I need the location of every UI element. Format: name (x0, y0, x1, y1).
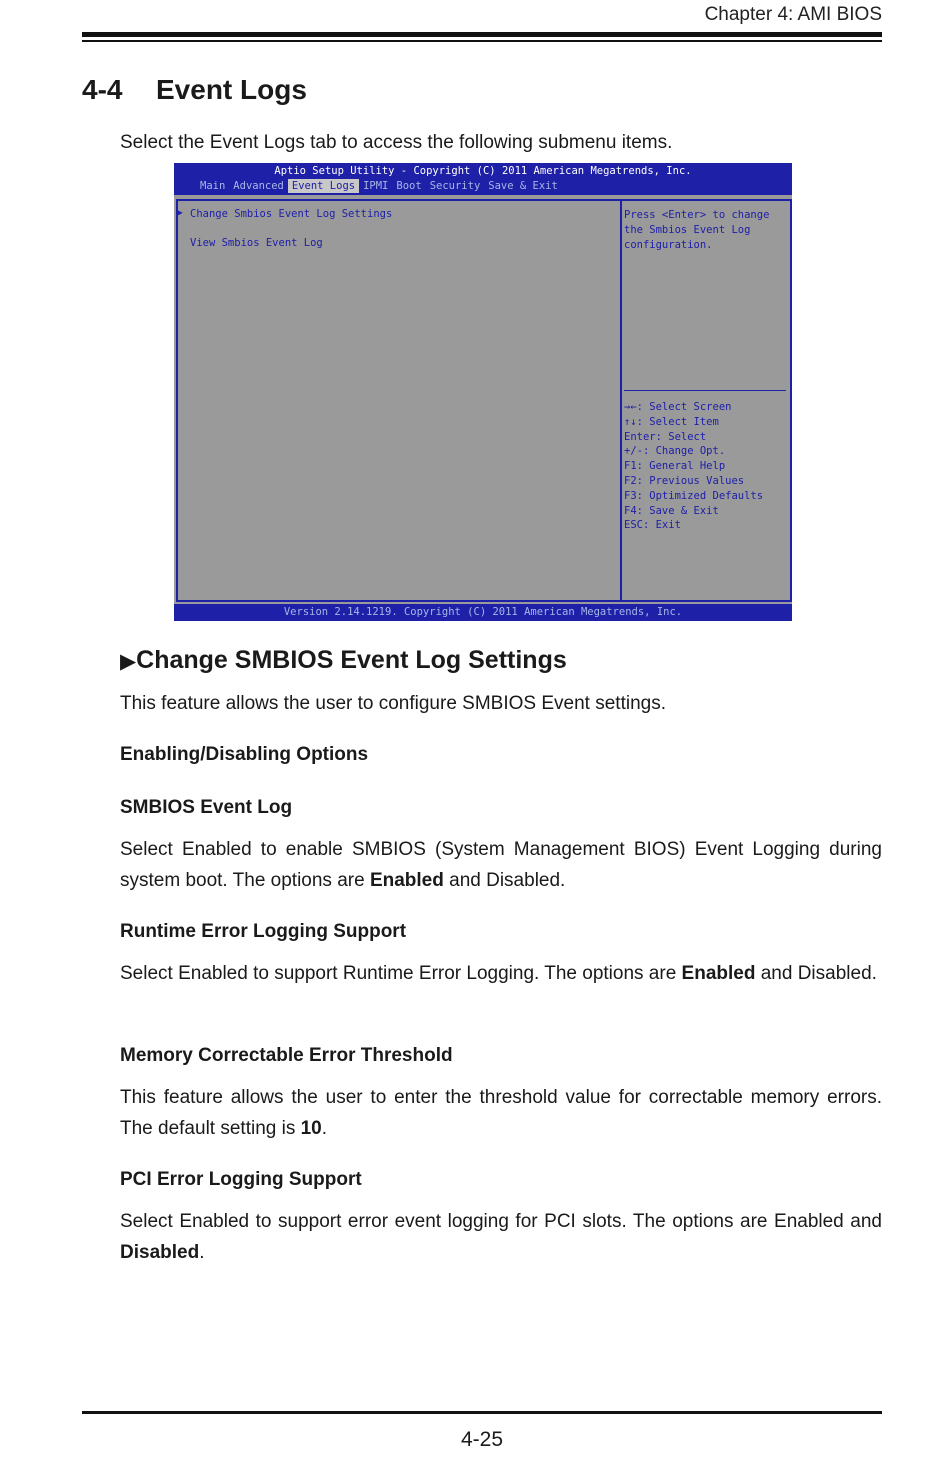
subsection-description: This feature allows the user to configure SMBIOS Event settings. (120, 693, 666, 714)
footer-rule (82, 1411, 882, 1414)
key-line: F4: Save & Exit (624, 504, 719, 517)
bios-key-legend (624, 400, 763, 533)
memory-description (120, 1082, 882, 1144)
section-number: 4-4 (82, 74, 123, 105)
options-heading: Enabling/Disabling Options (120, 744, 369, 765)
runtime-heading: Runtime Error Logging Support (120, 921, 407, 942)
header-rule-thick (82, 32, 882, 37)
help-line: Press <Enter> to change (624, 209, 770, 221)
pci-heading: PCI Error Logging Support (120, 1169, 362, 1190)
key-line: F1: General Help (624, 460, 726, 473)
subsection-heading (120, 646, 567, 675)
key-line: ↑↓: Select Item (624, 415, 719, 428)
header-rule-thin (82, 40, 882, 42)
bios-title-bar (174, 163, 792, 195)
memory-heading: Memory Correctable Error Threshold (120, 1045, 453, 1066)
key-line: F3: Optimized Defaults (624, 489, 764, 502)
key-line: +/-: Change Opt. (624, 445, 726, 458)
bios-menu-item-change-settings[interactable]: Change Smbios Event Log Settings (190, 208, 393, 220)
bios-tab-save-exit[interactable]: Save & Exit (488, 180, 558, 192)
bios-tab-security[interactable]: Security (429, 180, 481, 192)
bios-tab-bar (196, 179, 562, 193)
pci-text: Select Enabled to support error event logging for PCI slots. The options are Enabled and (120, 1211, 882, 1232)
chapter-header: Chapter 4: AMI BIOS (704, 4, 882, 25)
smbios-heading: SMBIOS Event Log (120, 797, 293, 818)
bios-help-separator (624, 390, 786, 391)
bios-tab-main[interactable]: Main (200, 180, 226, 192)
bios-divider (620, 199, 622, 602)
page-number: 4-25 (460, 1428, 504, 1451)
bios-menu-marker: ▶ (178, 208, 183, 217)
bios-menu-item-view-log[interactable]: View Smbios Event Log (190, 237, 323, 249)
help-line: configuration. (624, 239, 713, 251)
section-title: Event Logs (156, 74, 307, 105)
section-intro: Select the Event Logs tab to access the following submenu items. (120, 132, 673, 153)
pci-default: Disabled (120, 1242, 200, 1263)
bios-tab-ipmi[interactable]: IPMI (363, 180, 389, 192)
runtime-default: Enabled (681, 963, 756, 984)
memory-text-end: . (321, 1118, 328, 1139)
triangle-arrow-icon: ▶ (120, 650, 137, 673)
memory-default: 10 (300, 1118, 322, 1139)
pci-text-end: . (199, 1242, 205, 1263)
key-line: ESC: Exit (624, 519, 681, 532)
bios-help-text (624, 208, 769, 253)
smbios-text-end: and Disabled. (443, 870, 566, 891)
bios-footer-bar (174, 604, 792, 621)
smbios-description (120, 834, 882, 896)
bios-screenshot (174, 163, 792, 621)
key-line: Enter: Select (624, 430, 707, 443)
bios-tab-advanced[interactable]: Advanced (233, 180, 284, 192)
subsection-title: Change SMBIOS Event Log Settings (136, 646, 567, 674)
help-line: the Smbios Event Log (624, 224, 751, 236)
memory-text: This feature allows the user to enter the threshold value for correctable memory errors. The default setting is (120, 1087, 882, 1139)
bios-tab-boot[interactable]: Boot (396, 180, 422, 192)
runtime-description (120, 958, 882, 989)
runtime-text-end: and Disabled. (755, 963, 877, 984)
smbios-default: Enabled (369, 870, 444, 891)
bios-tab-event-logs[interactable]: Event Logs (288, 179, 359, 193)
runtime-text: Select Enabled to support Runtime Error Logging. The options are (120, 963, 682, 984)
smbios-text: Select Enabled to enable SMBIOS (System Management BIOS) Event Logging during system boot. The options are (120, 839, 882, 891)
key-line: →←: Select Screen (624, 401, 732, 413)
key-line: F2: Previous Values (624, 474, 745, 487)
pci-description (120, 1206, 882, 1268)
bios-footer-text: Version 2.14.1219. Copyright (C) 2011 American Megatrends, Inc. (283, 606, 683, 618)
bios-title: Aptio Setup Utility - Copyright (C) 2011 American Megatrends, Inc. (274, 165, 692, 177)
